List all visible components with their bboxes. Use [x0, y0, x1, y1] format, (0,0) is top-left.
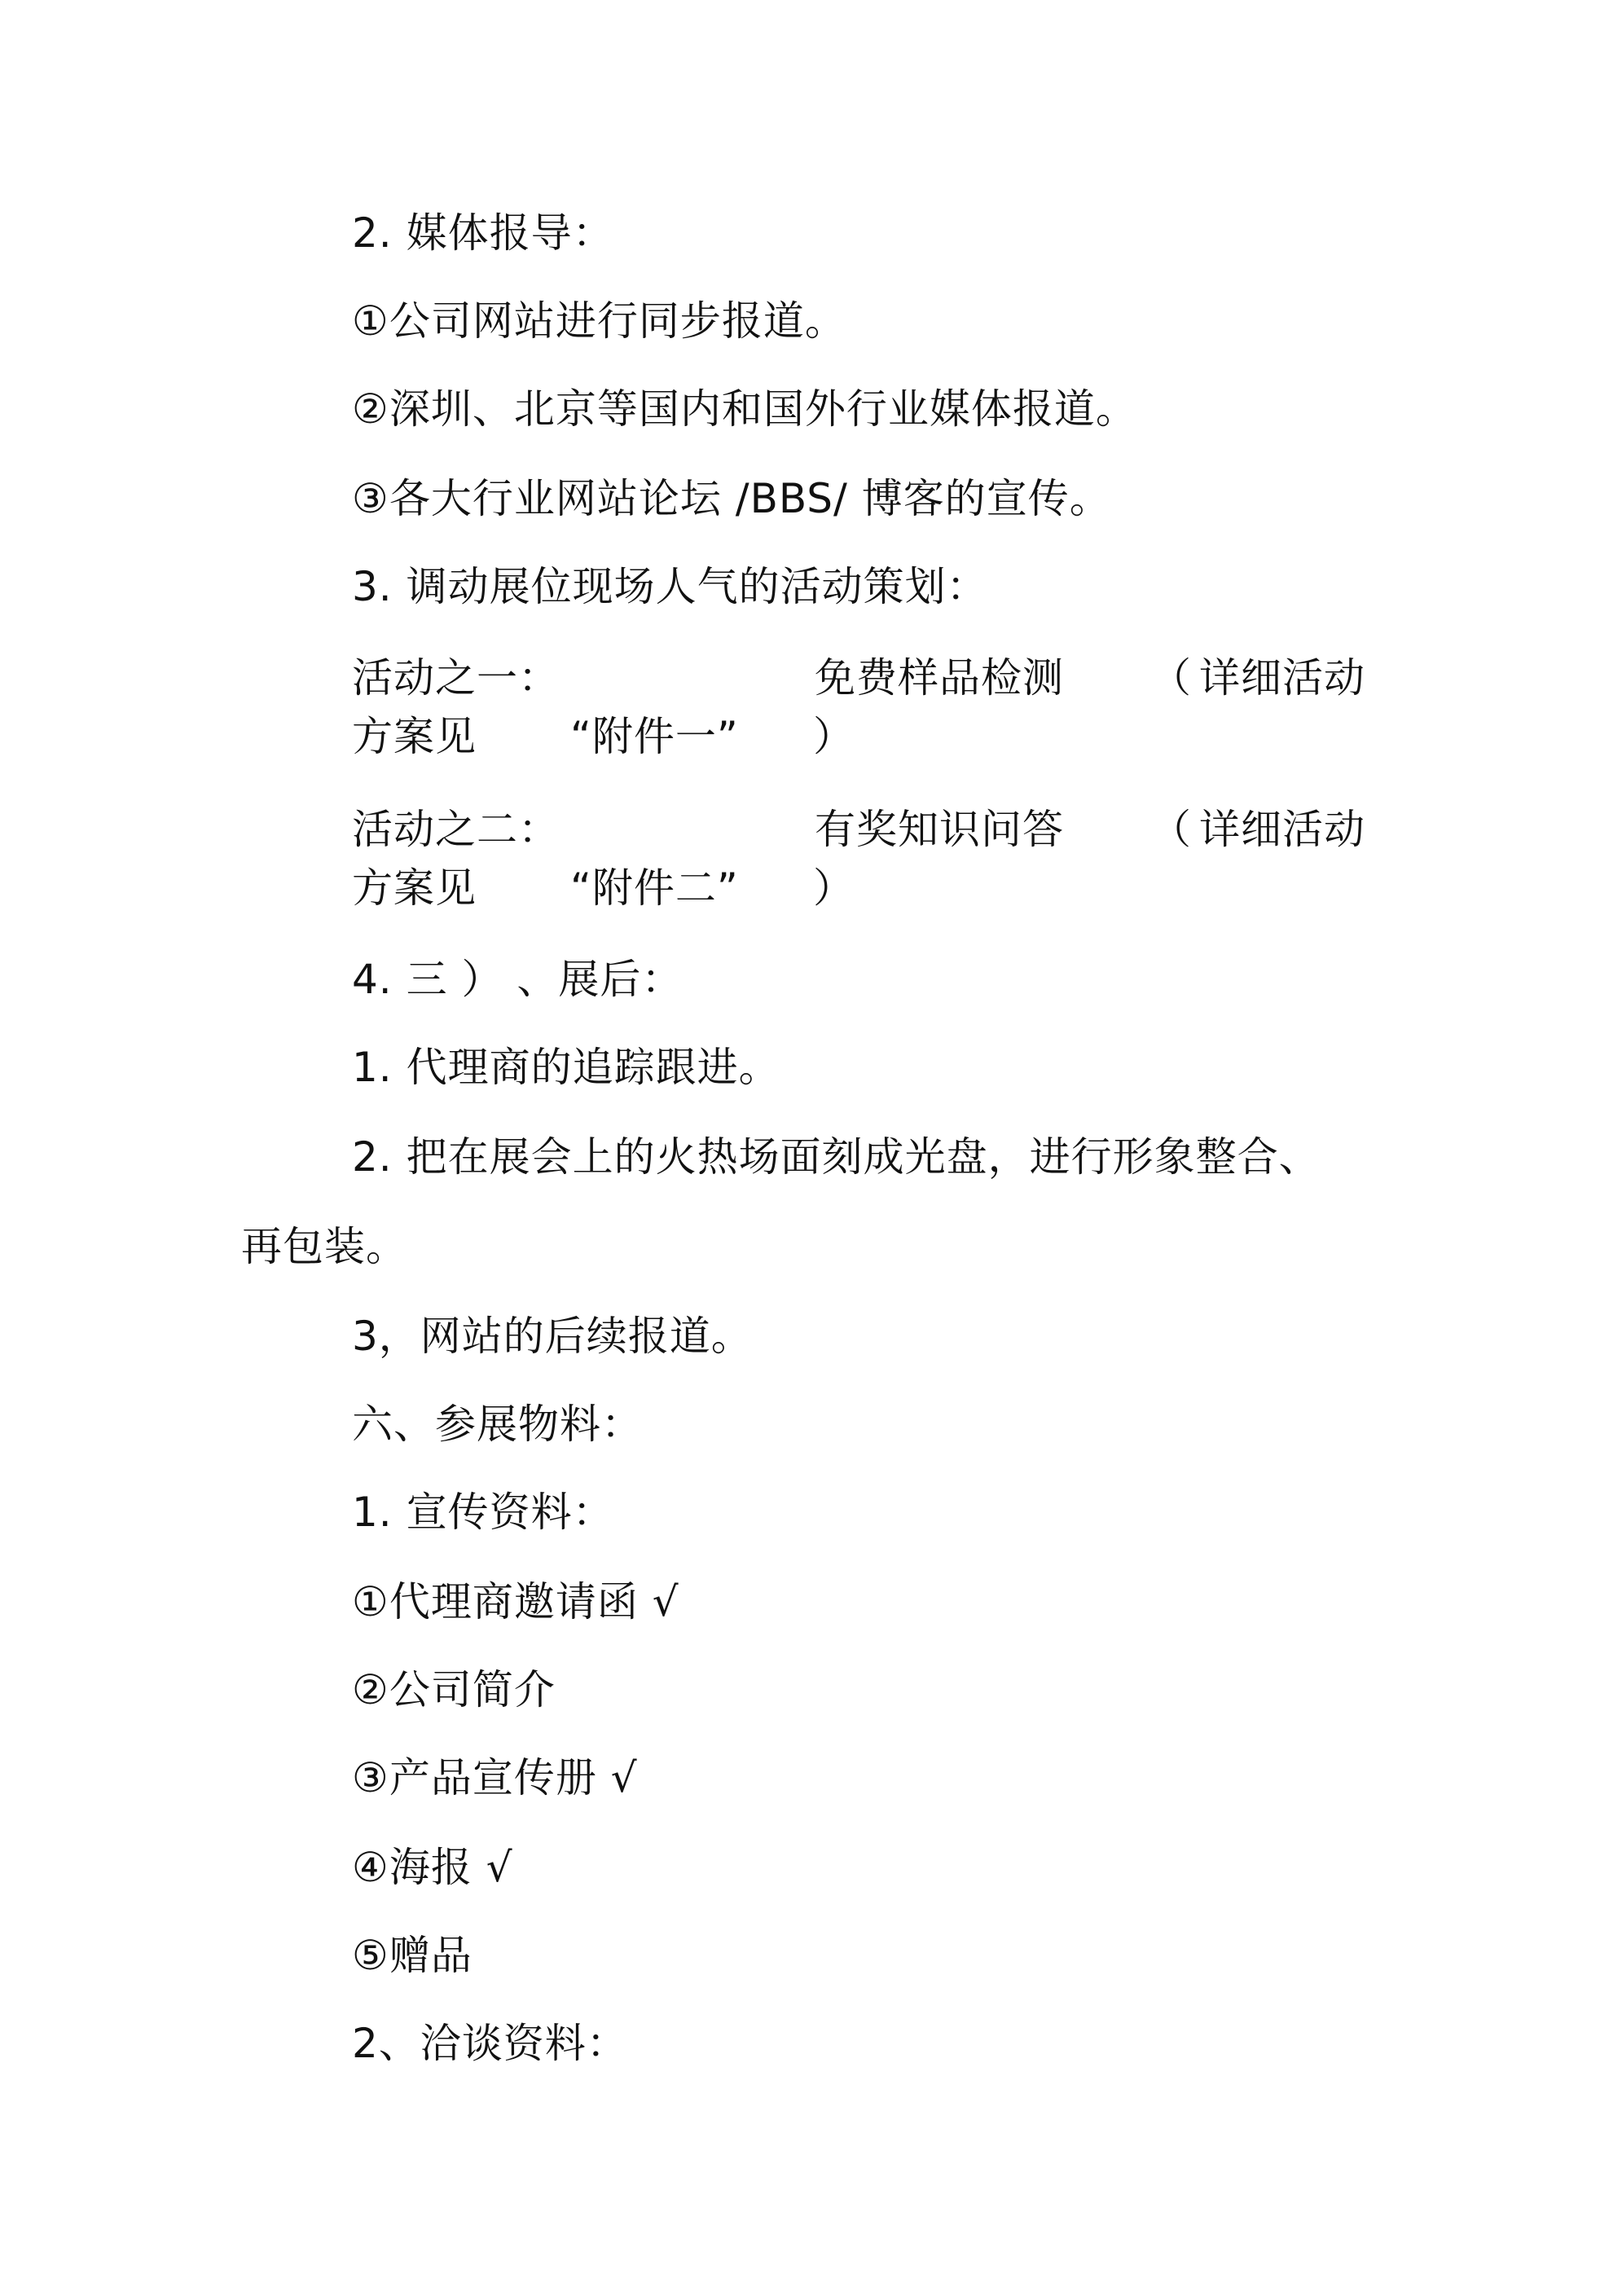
promo-item: ③产品宣传册 √ [352, 1754, 638, 1801]
negotiation-heading: 2、洽谈资料： [352, 2020, 628, 2067]
activity-1-line1 [352, 653, 1395, 702]
activity-1-line2 [352, 712, 1395, 761]
plan-see-text: 方案见 [352, 864, 477, 912]
post-item-continuation: 再包装。 [241, 1223, 407, 1270]
attachment-ref: “附件二” [570, 864, 739, 912]
post-item: 1. 代理商的追踪跟进。 [352, 1044, 780, 1091]
post-item: 2. 把在展会上的火热场面刻成光盘，进行形象整合、 [352, 1133, 1321, 1181]
close-paren: ） [813, 713, 855, 760]
activity-2-line1 [352, 805, 1395, 854]
promo-item: ⑤赠品 [352, 1932, 473, 1979]
open-paren: （ [1150, 806, 1192, 853]
media-item: ①公司网站进行同步报道。 [352, 297, 846, 345]
plan-see-text: 方案见 [352, 713, 477, 760]
activity-label: 活动之一： [352, 654, 560, 702]
activity-detail: 详细活动 [1199, 806, 1365, 853]
activity-detail: 详细活动 [1199, 654, 1365, 702]
attachment-ref: “附件一” [570, 713, 739, 760]
activity-label: 活动之二： [352, 806, 560, 853]
promo-item: ②公司简介 [352, 1666, 556, 1713]
promo-item: ①代理商邀请函 √ [352, 1578, 679, 1625]
media-item: ②深圳、北京等国内和国外行业媒体报道。 [352, 385, 1137, 433]
promo-heading: 1. 宣传资料： [352, 1489, 614, 1536]
media-item: ③各大行业网站论坛 /BBS/ 博客的宣传。 [352, 475, 1111, 522]
media-heading: 2. 媒体报导： [352, 209, 614, 257]
materials-heading: 六、参展物料： [352, 1401, 643, 1448]
open-paren: （ [1150, 654, 1192, 702]
close-paren: ） [813, 864, 855, 912]
activity-2-line2 [352, 864, 1395, 913]
post-item: 3，网站的后续报道。 [352, 1313, 753, 1360]
activity-name: 免费样品检测 [815, 654, 1064, 702]
promo-item: ④海报 √ [352, 1844, 513, 1891]
activity-heading: 3. 调动展位现场人气的活动策划： [352, 563, 988, 610]
activity-name: 有奖知识问答 [815, 806, 1064, 853]
post-exhibition-heading: 4. 三 ） 、展后： [352, 956, 684, 1003]
